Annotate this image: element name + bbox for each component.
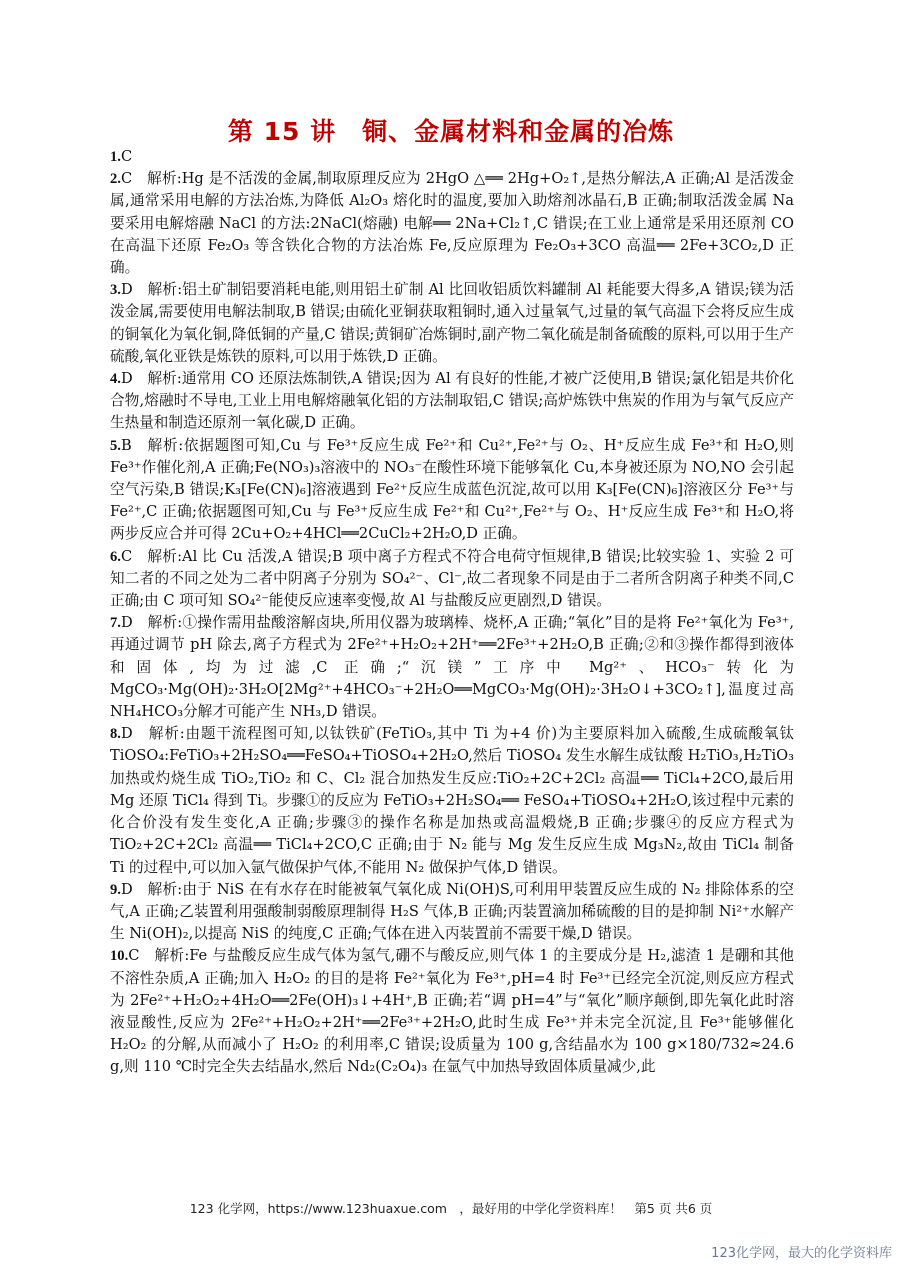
- answer-item: [110, 168, 794, 279]
- answer-text: D 解析:①操作需用盐酸溶解卤块,所用仪器为玻璃棒、烧杯,A 正确;“氧化”目的是将 Fe²⁺氧化为 Fe³⁺,再通过调节 pH 除去,离子方程式为 2Fe²⁺+H₂O₂+2H⁺══2Fe³⁺+2H₂O,B 正确;②和③操作都得到液体和固体,均为过滤,C 正确;“沉镁”工序中 Mg²⁺、HCO₃⁻转化为 MgCO₃·Mg(OH)₂·3H₂O[2Mg²⁺+4HCO₃⁻+2H₂O══MgCO₃·Mg(OH)₂·3H₂O↓+3CO₂↑],温度过高 NH₄HCO₃分解才可能产生 NH₃,D 错误。: [110, 614, 794, 721]
- answer-number: 1.: [110, 149, 121, 165]
- answer-number: 6.: [110, 548, 121, 565]
- answer-text: D 解析:由于 NiS 在有水存在时能被氧气氧化成 Ni(OH)S,可利用甲装置反应生成的 N₂ 排除体系的空气,A 正确;乙装置利用强酸制弱酸原理制得 H₂S 气体,B 正确;丙装置滴加稀硫酸的目的是抑制 Ni²⁺水解产生 Ni(OH)₂,以提高 NiS 的纯度,C 正确;气体在进入丙装置前不需要干燥,D 错误。: [110, 880, 794, 943]
- answer-item: [110, 546, 794, 613]
- answer-text: C: [120, 148, 133, 165]
- answer-item: [110, 435, 794, 546]
- brand-watermark: 123化学网，最大的化学资料库: [711, 1246, 892, 1261]
- answer-item: [110, 723, 794, 878]
- answer-number: 7.: [110, 615, 121, 632]
- answer-item: [110, 879, 794, 946]
- answer-number: 10.: [110, 948, 129, 965]
- answer-text: B 解析:依据题图可知,Cu 与 Fe³⁺反应生成 Fe²⁺和 Cu²⁺,Fe²⁺与 O₂、H⁺反应生成 Fe³⁺和 H₂O,则 Fe³⁺作催化剂,A 正确;Fe(NO₃)₃溶液中的 NO₃⁻在酸性环境下能够氧化 Cu,本身被还原为 NO,NO 会引起空气污染,B 错误;K₃[Fe(CN)₆]溶液遇到 Fe²⁺反应生成蓝色沉淀,故可以用 K₃[Fe(CN)₆]溶液区分 Fe³⁺与 Fe²⁺,C 正确;依据题图可知,Cu 与 Fe³⁺反应生成 Fe²⁺和 Cu²⁺,Fe²⁺与 O₂、H⁺反应生成 Fe³⁺和 H₂O,将两步反应合并可得 2Cu+O₂+4HCl══2CuCl₂+2H₂O,D 正确。: [110, 436, 794, 543]
- answer-number: 8.: [110, 726, 121, 743]
- answer-number: 9.: [110, 881, 121, 898]
- answer-text: C 解析:Fe 与盐酸反应生成气体为氢气,硼不与酸反应,则气体 1 的主要成分是 H₂,滤渣 1 是硼和其他不溶性杂质,A 正确;加入 H₂O₂ 的目的是将 Fe²⁺氧化为 Fe³⁺,pH=4 时 Fe³⁺已经完全沉淀,则反应方程式为 2Fe²⁺+H₂O₂+4H₂O══2Fe(OH)₃↓+4H⁺,B 正确;若“调 pH=4”与“氧化”顺序颠倒,即先氧化此时溶液显酸性,反应为 2Fe²⁺+H₂O₂+2H⁺══2Fe³⁺+2H₂O,此时生成 Fe³⁺并未完全沉淀,且 Fe³⁺能够催化 H₂O₂ 的分解,从而减小了 H₂O₂ 的利用率,C 错误;设质量为 100 g,含结晶水为 100 g×180/732≈24.6 g,则 110 ℃时完全失去结晶水,然后 Nd₂(C₂O₄)₃ 在氩气中加热导致固体质量减少,此: [110, 947, 794, 1076]
- answer-number: 5.: [110, 437, 121, 454]
- page-title: 第 15 讲 铜、金属材料和金属的冶炼: [227, 117, 675, 146]
- answer-item: [110, 146, 794, 168]
- answer-item: [110, 279, 794, 368]
- answer-item: [110, 612, 794, 723]
- answer-item: [110, 945, 794, 1078]
- answer-text: D 解析:通常用 CO 还原法炼制铁,A 错误;因为 Al 有良好的性能,才被广泛使用,B 错误;氯化铝是共价化合物,熔融时不导电,工业上用电解熔融氧化铝的方法制取铝,C 错误;高炉炼铁中焦炭的作用为与氧气反应产生热量和制造还原剂一氧化碳,D 正确。: [110, 370, 794, 432]
- answer-text: D 解析:铝土矿制铝要消耗电能,则用铝土矿制 Al 比回收铝质饮料罐制 Al 耗能要大得多,A 错误;镁为活泼金属,需要使用电解法制取,B 错误;由硫化亚铜获取粗铜时,通入过量氧气,过量的氧气高温下会将反应生成的铜氧化为氧化铜,降低铜的产量,C 错误;黄铜矿冶炼铜时,副产物二氧化硫是制备硫酸的原料,可以用于生产硫酸,氧化亚铁是炼铁的原料,可以用于炼铁,D 正确。: [110, 281, 794, 365]
- answer-number: 4.: [110, 371, 121, 388]
- answer-number: 2.: [110, 171, 121, 188]
- answer-text: C 解析:Hg 是不活泼的金属,制取原理反应为 2HgO △══ 2Hg+O₂↑,是热分解法,A 正确;Al 是活泼金属,通常采用电解的方法冶炼,为降低 Al₂O₃ 熔化时的温度,要加入助熔剂冰晶石,B 正确;制取活泼金属 Na 要采用电解熔融 NaCl 的方法:2NaCl(熔融) 电解══ 2Na+Cl₂↑,C 错误;在工业上通常是采用还原剂 CO 在高温下还原 Fe₂O₃ 等含铁化合物的方法冶炼 Fe,反应原理为 Fe₂O₃+3CO 高温══ 2Fe+3CO₂,D 正确。: [110, 170, 794, 277]
- answer-list: [110, 146, 794, 1079]
- answer-text: C 解析:Al 比 Cu 活泼,A 错误;B 项中离子方程式不符合电荷守恒规律,B 错误;比较实验 1、实验 2 可知二者的不同之处为二者中阴离子分别为 SO₄²⁻、Cl⁻,故二者现象不同是由于二者所含阴离子种类不同,C 正确;由 C 项可知 SO₄²⁻能使反应速率变慢,故 Al 与盐酸反应更剧烈,D 错误。: [110, 547, 794, 610]
- answer-number: 3.: [110, 282, 121, 299]
- answer-text: D 解析:由题干流程图可知,以钛铁矿(FeTiO₃,其中 Ti 为+4 价)为主要原料加入硫酸,生成硫酸氧钛 TiOSO₄:FeTiO₃+2H₂SO₄══FeSO₄+TiOSO₄+2H₂O,然后 TiOSO₄ 发生水解生成钛酸 H₂TiO₃,H₂TiO₃ 加热或灼烧生成 TiO₂,TiO₂ 和 C、Cl₂ 混合加热发生反应:TiO₂+2C+2Cl₂ 高温══ TiCl₄+2CO,最后用 Mg 还原 TiCl₄ 得到 Ti。步骤①的反应为 FeTiO₃+2H₂SO₄══ FeSO₄+TiOSO₄+2H₂O,该过程中元素的化合价没有发生变化,A 正确;步骤③的操作名称是加热或高温煅烧,B 正确;步骤④的反应方程式为 TiO₂+2C+2Cl₂ 高温══ TiCl₄+2CO,C 正确;由于 N₂ 能与 Mg 发生反应生成 Mg₃N₂,故由 TiCl₄ 制备 Ti 的过程中,可以加入氩气做保护气体,不能用 N₂ 做保护气体,D 错误。: [110, 725, 795, 876]
- page-footer: 123 化学网，https://www.123huaxue.com ，最好用的中学化学资料库！ 第5 页 共6 页: [189, 1201, 713, 1216]
- answer-item: [110, 368, 794, 435]
